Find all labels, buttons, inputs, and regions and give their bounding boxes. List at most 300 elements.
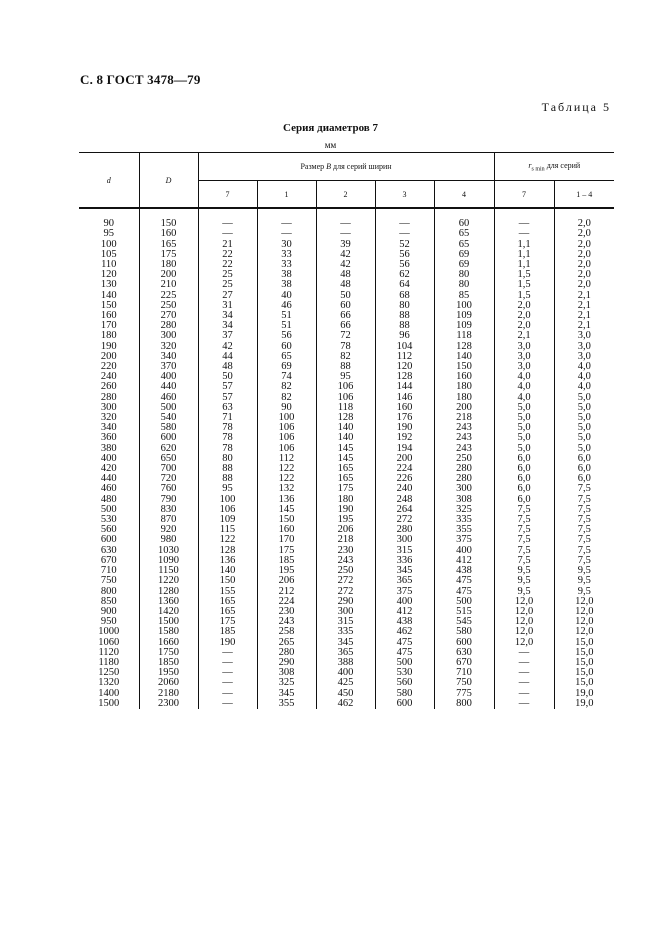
table-cell: 12,0 (494, 597, 554, 607)
table-cell: 38 (257, 280, 316, 290)
table-cell: 600 (139, 433, 198, 443)
table-cell: 7,5 (554, 546, 614, 556)
table-cell: 4,0 (554, 362, 614, 372)
table-cell: 105 (100, 248, 117, 260)
header-r-group (494, 153, 614, 181)
table-cell: 12,0 (554, 597, 614, 607)
table-cell: 78 (198, 444, 257, 454)
table-cell: 6,0 (494, 484, 554, 494)
table-cell: — (494, 689, 554, 699)
table-cell: 190 (100, 340, 117, 352)
header-width-series: 4 (434, 181, 494, 209)
table-cell: 50 (316, 291, 375, 301)
table-cell: 5,0 (494, 423, 554, 433)
table-cell: 560 (100, 524, 117, 536)
table-cell: — (198, 648, 257, 658)
table-cell: 920 (139, 525, 198, 535)
table-cell: 150 (434, 362, 494, 372)
table-cell: 220 (100, 361, 117, 373)
table-cell: 44 (198, 352, 257, 362)
table-cell: 400 (434, 546, 494, 556)
header-width-prefix: Размер (300, 162, 327, 171)
table-cell: 7,5 (554, 505, 614, 515)
table-cell: 1750 (139, 648, 198, 658)
table-cell: 340 (139, 352, 198, 362)
table-cell: 540 (139, 413, 198, 423)
table-cell: 7,5 (554, 535, 614, 545)
table-cell: 355 (434, 525, 494, 535)
table-cell: 100 (100, 238, 117, 250)
table-cell: 38 (257, 270, 316, 280)
table-cell: 3,0 (494, 362, 554, 372)
header-width-series: 7 (198, 181, 257, 209)
table-cell: 3,0 (554, 342, 614, 352)
table-cell: 5,0 (554, 393, 614, 403)
table-cell: 315 (316, 617, 375, 627)
table-cell: 4,0 (494, 382, 554, 392)
table-cell: 365 (375, 576, 434, 586)
table-cell: 462 (316, 699, 375, 709)
table-cell: 95 (316, 372, 375, 382)
table-cell: 450 (316, 689, 375, 699)
table-cell: 190 (198, 638, 257, 648)
table-cell: 192 (375, 433, 434, 443)
table-cell: 120 (100, 269, 117, 281)
table-cell: 2300 (139, 699, 198, 709)
table-cell: 190 (375, 423, 434, 433)
table-cell: 42 (316, 260, 375, 270)
table-cell: 900 (100, 605, 117, 617)
table-cell: 78 (198, 433, 257, 443)
table-cell: — (198, 668, 257, 678)
table-cell: 1,1 (494, 250, 554, 260)
table-cell: 82 (257, 382, 316, 392)
table-cell: — (375, 219, 434, 229)
table-cell: 5,0 (554, 423, 614, 433)
table-cell: 630 (434, 648, 494, 658)
table-cell: 1090 (139, 556, 198, 566)
table-cell: 65 (434, 229, 494, 239)
table-cell: 650 (139, 454, 198, 464)
table-cell: 9,5 (494, 587, 554, 597)
table-cell: 335 (316, 627, 375, 637)
table-cell: 243 (257, 617, 316, 627)
table-cell: 78 (316, 342, 375, 352)
table-cell: 500 (375, 658, 434, 668)
table-cell: 165 (139, 240, 198, 250)
table-cell: 2,0 (554, 250, 614, 260)
header-r-sub: s min (531, 166, 545, 173)
table-cell: 545 (434, 617, 494, 627)
table-cell: 48 (316, 280, 375, 290)
table-cell: 710 (434, 668, 494, 678)
table-cell: 145 (316, 444, 375, 454)
table-row (79, 576, 614, 586)
table-cell: 195 (257, 566, 316, 576)
table-cell: 515 (434, 607, 494, 617)
table-cell: 57 (198, 382, 257, 392)
table-cell: 82 (316, 352, 375, 362)
table-cell: 700 (139, 464, 198, 474)
table-cell: 180 (434, 382, 494, 392)
table-cell: 400 (139, 372, 198, 382)
table-cell: 122 (257, 474, 316, 484)
table-cell: 1420 (139, 607, 198, 617)
table-cell: 425 (316, 678, 375, 688)
table-cell: 265 (257, 638, 316, 648)
table-cell: 160 (257, 525, 316, 535)
table-cell: — (198, 229, 257, 239)
table-cell: 3,0 (494, 342, 554, 352)
table-cell: 475 (434, 576, 494, 586)
table-cell: 2,0 (554, 270, 614, 280)
header-width-series: 3 (375, 181, 434, 209)
table-cell: 9,5 (554, 566, 614, 576)
table-cell: 19,0 (554, 699, 614, 709)
table-cell: 150 (100, 299, 117, 311)
table-cell: 7,5 (494, 535, 554, 545)
table-cell: 95 (198, 484, 257, 494)
table-cell: 72 (316, 331, 375, 341)
table-cell: 500 (434, 597, 494, 607)
table-cell: 25 (198, 280, 257, 290)
table-cell: 600 (375, 699, 434, 709)
table-cell: 336 (375, 556, 434, 566)
table-cell: 140 (316, 423, 375, 433)
table-cell: 140 (316, 433, 375, 443)
table-cell: 225 (139, 291, 198, 301)
table-cell: 3,0 (554, 331, 614, 341)
table-cell: 272 (316, 576, 375, 586)
table-cell: 150 (198, 576, 257, 586)
table-cell: 71 (198, 413, 257, 423)
table-cell: 52 (375, 240, 434, 250)
table-cell: 1220 (139, 576, 198, 586)
header-r-series: 7 (494, 181, 554, 209)
table-cell: 69 (434, 250, 494, 260)
table-cell: 345 (375, 566, 434, 576)
table-cell: 160 (434, 372, 494, 382)
table-cell: 128 (198, 546, 257, 556)
table-cell: 2,1 (554, 311, 614, 321)
table-cell: 60 (316, 301, 375, 311)
table-cell: 150 (257, 515, 316, 525)
table-cell: 950 (100, 616, 117, 628)
table-cell: 290 (316, 597, 375, 607)
table-cell: 475 (375, 648, 434, 658)
table-cell: 420 (100, 463, 117, 475)
table-cell: 180 (434, 393, 494, 403)
table-cell: 1180 (98, 656, 120, 668)
table-cell: 12,0 (494, 617, 554, 627)
table-cell: 375 (434, 535, 494, 545)
table-cell: 375 (375, 587, 434, 597)
table-cell: 48 (198, 362, 257, 372)
table-cell: 272 (375, 515, 434, 525)
table-cell: 180 (316, 495, 375, 505)
table-cell: 160 (100, 310, 117, 322)
table-cell: 500 (139, 403, 198, 413)
table-cell: 720 (139, 474, 198, 484)
table-cell: 670 (434, 658, 494, 668)
table-cell: 56 (257, 331, 316, 341)
table-cell: 132 (257, 484, 316, 494)
header-width-series: 1 (257, 181, 316, 209)
table-cell: 194 (375, 444, 434, 454)
table-cell: 365 (316, 648, 375, 658)
table-cell: 475 (434, 587, 494, 597)
table-cell: 2,0 (554, 260, 614, 270)
header-d: d (79, 153, 139, 209)
table-cell: 9,5 (554, 587, 614, 597)
table-cell: 37 (198, 331, 257, 341)
table-cell: 88 (375, 321, 434, 331)
table-cell: 206 (316, 525, 375, 535)
table-cell: 400 (100, 452, 117, 464)
table-cell: 1250 (98, 667, 120, 679)
table-cell: 620 (139, 444, 198, 454)
table-cell: — (198, 219, 257, 229)
table-cell: 40 (257, 291, 316, 301)
table-cell: 212 (257, 587, 316, 597)
table-cell: 800 (434, 699, 494, 709)
table-cell: 25 (198, 270, 257, 280)
table-cell: 500 (100, 503, 117, 515)
table-cell: 460 (100, 483, 117, 495)
table-cell: 5,0 (494, 433, 554, 443)
table-cell: 7,5 (554, 495, 614, 505)
table-cell: 176 (375, 413, 434, 423)
table-cell: 1280 (139, 587, 198, 597)
table-cell: 68 (375, 291, 434, 301)
table-cell: 88 (198, 474, 257, 484)
table-cell: 122 (257, 464, 316, 474)
table-cell: 34 (198, 321, 257, 331)
table-cell: 88 (198, 464, 257, 474)
table-cell: 248 (375, 495, 434, 505)
table-cell: 308 (434, 495, 494, 505)
header-width-suffix: для серий ширин (331, 162, 392, 171)
table-cell: 2,1 (554, 301, 614, 311)
table-cell: 128 (375, 372, 434, 382)
table-cell: 95 (103, 228, 114, 240)
table-cell: 200 (434, 403, 494, 413)
table-cell: 115 (198, 525, 257, 535)
table-cell: 438 (434, 566, 494, 576)
table-cell: 530 (100, 514, 117, 526)
table-cell: 170 (257, 535, 316, 545)
table-cell: 5,0 (554, 413, 614, 423)
table-cell: 7,5 (494, 525, 554, 535)
table-cell: 22 (198, 260, 257, 270)
table-cell: — (316, 219, 375, 229)
table-cell: 69 (434, 260, 494, 270)
table-cell: 2,0 (494, 301, 554, 311)
table-cell: 31 (198, 301, 257, 311)
header-width-var: B (326, 162, 332, 171)
table-cell: 4,0 (554, 382, 614, 392)
table-cell: 80 (198, 454, 257, 464)
table-cell: 2,0 (554, 280, 614, 290)
header-D: D (139, 153, 198, 209)
table-row (79, 627, 614, 637)
table-cell: 600 (100, 534, 117, 546)
table-cell: 2,1 (494, 331, 554, 341)
table-cell: 320 (100, 412, 117, 424)
table-cell: 27 (198, 291, 257, 301)
table-cell: — (494, 229, 554, 239)
table-cell: 21 (198, 240, 257, 250)
header-r-var: r (528, 160, 532, 170)
table-cell: 63 (198, 403, 257, 413)
table-cell: 2,0 (494, 311, 554, 321)
table-cell: 62 (375, 270, 434, 280)
table-cell: 6,0 (494, 495, 554, 505)
table-cell: 710 (100, 565, 117, 577)
table-row (79, 678, 614, 688)
table-cell: 106 (198, 505, 257, 515)
table-cell: 12,0 (494, 638, 554, 648)
table-cell: 90 (103, 218, 114, 230)
table-cell: 630 (100, 544, 117, 556)
table-cell: 34 (198, 311, 257, 321)
table-cell: 320 (139, 342, 198, 352)
table-cell: 206 (257, 576, 316, 586)
table-cell: 175 (198, 617, 257, 627)
table-cell: 1500 (139, 617, 198, 627)
table-cell: — (494, 668, 554, 678)
table-cell: 345 (257, 689, 316, 699)
table-label: Таблица 5 (541, 100, 611, 114)
table-cell: 12,0 (554, 617, 614, 627)
table-cell: 9,5 (494, 566, 554, 576)
table-cell: 3,0 (494, 352, 554, 362)
table-cell: 218 (316, 535, 375, 545)
table-cell: 264 (375, 505, 434, 515)
table-cell: 462 (375, 627, 434, 637)
table-cell: 175 (316, 484, 375, 494)
header-width-group (198, 153, 494, 181)
table-cell: 360 (100, 432, 117, 444)
table-cell: 6,0 (494, 454, 554, 464)
table-cell: 1660 (139, 638, 198, 648)
table-cell: 750 (100, 575, 117, 587)
table-cell: 80 (434, 280, 494, 290)
table-cell: 56 (375, 250, 434, 260)
table-cell: 160 (375, 403, 434, 413)
table-cell: 15,0 (554, 638, 614, 648)
table-cell: 1060 (98, 636, 120, 648)
table-cell: — (198, 658, 257, 668)
table-cell: 340 (100, 422, 117, 434)
header-r-series: 1 – 4 (554, 181, 614, 209)
table-cell: 200 (139, 270, 198, 280)
table-cell: 180 (100, 330, 117, 342)
table-row (79, 699, 614, 709)
table-cell: 106 (316, 393, 375, 403)
table-cell: 144 (375, 382, 434, 392)
table-cell: 195 (316, 515, 375, 525)
table-cell: 190 (316, 505, 375, 515)
table-cell: 60 (257, 342, 316, 352)
table-cell: 272 (316, 587, 375, 597)
table-cell: 1580 (139, 627, 198, 637)
table-cell: 670 (100, 554, 117, 566)
table-cell: 2,1 (554, 291, 614, 301)
table-cell: 370 (139, 362, 198, 372)
table-cell: 155 (198, 587, 257, 597)
table-cell: — (198, 699, 257, 709)
table-cell: 51 (257, 311, 316, 321)
table-cell: 250 (139, 301, 198, 311)
table-cell: 800 (100, 585, 117, 597)
table-cell: 15,0 (554, 658, 614, 668)
table-cell: 1500 (98, 697, 120, 709)
table-cell: 12,0 (494, 627, 554, 637)
table-cell: 100 (198, 495, 257, 505)
table-cell: 7,5 (554, 515, 614, 525)
table-cell: — (198, 678, 257, 688)
table-cell: 1320 (98, 677, 120, 689)
table-cell: 243 (434, 444, 494, 454)
table-cell: 57 (198, 393, 257, 403)
table-cell: 12,0 (554, 627, 614, 637)
table-cell: 145 (257, 505, 316, 515)
table-cell: 308 (257, 668, 316, 678)
table-cell: 175 (139, 250, 198, 260)
table-cell: 110 (101, 259, 117, 270)
table-cell: 112 (375, 352, 434, 362)
table-cell: 74 (257, 372, 316, 382)
table-cell: 580 (375, 689, 434, 699)
table-cell: — (257, 219, 316, 229)
table-cell: 185 (198, 627, 257, 637)
table-cell: 82 (257, 393, 316, 403)
table-cell: 180 (139, 260, 198, 270)
table-cell: — (494, 678, 554, 688)
table-cell: 7,5 (554, 556, 614, 566)
table-cell: 1,5 (494, 280, 554, 290)
table-cell: 109 (434, 311, 494, 321)
table-cell: 30 (257, 240, 316, 250)
table-cell: 106 (257, 423, 316, 433)
table-cell: 130 (100, 279, 117, 291)
table-cell: — (494, 699, 554, 709)
table-cell: 128 (316, 413, 375, 423)
table-cell: 19,0 (554, 689, 614, 699)
table-cell: 280 (375, 525, 434, 535)
table-cell: — (257, 229, 316, 239)
table-cell: 355 (257, 699, 316, 709)
table-cell: 145 (316, 454, 375, 464)
table-cell: 7,5 (494, 515, 554, 525)
table-cell: 1,1 (494, 240, 554, 250)
table-cell: 12,0 (494, 607, 554, 617)
table-cell: 6,0 (554, 454, 614, 464)
table-cell: 42 (316, 250, 375, 260)
table-cell: 226 (375, 474, 434, 484)
table-cell: 185 (257, 556, 316, 566)
table-cell: — (375, 229, 434, 239)
table-cell: 122 (198, 535, 257, 545)
table-cell: 300 (434, 484, 494, 494)
table-cell: 440 (100, 473, 117, 485)
table-cell: 1360 (139, 597, 198, 607)
table-cell: 33 (257, 250, 316, 260)
table-cell: 325 (257, 678, 316, 688)
table-cell: 39 (316, 240, 375, 250)
table-cell: 118 (316, 403, 375, 413)
